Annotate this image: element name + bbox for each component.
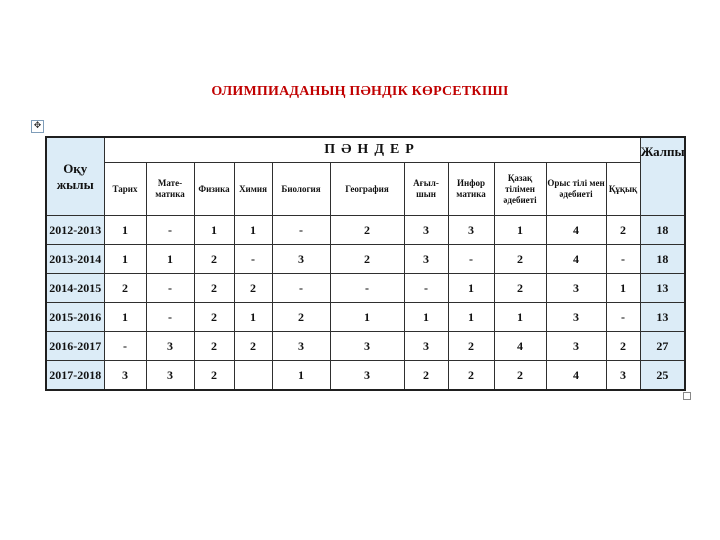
subject-header: Ағыл-шын	[404, 163, 448, 216]
value-cell: 3	[546, 274, 606, 303]
value-cell: 2	[494, 245, 546, 274]
value-cell: 2	[272, 303, 330, 332]
value-cell: 1	[494, 303, 546, 332]
value-cell: 3	[448, 216, 494, 245]
olympiad-table	[45, 136, 686, 391]
value-cell: 3	[146, 361, 194, 391]
total-cell: 18	[640, 245, 685, 274]
value-cell: -	[234, 245, 272, 274]
subject-header: Инфор матика	[448, 163, 494, 216]
value-cell: 1	[234, 216, 272, 245]
value-cell: 2	[606, 216, 640, 245]
subject-header: География	[330, 163, 404, 216]
subject-header: Биология	[272, 163, 330, 216]
year-cell: 2016-2017	[46, 332, 104, 361]
value-cell: 4	[546, 216, 606, 245]
subjects-group-header: ПӘНДЕР	[104, 137, 640, 163]
value-cell: 2	[404, 361, 448, 391]
value-cell: 2	[494, 361, 546, 391]
value-cell: -	[606, 303, 640, 332]
year-cell: 2013-2014	[46, 245, 104, 274]
value-cell: 1	[448, 303, 494, 332]
table-row	[46, 332, 685, 361]
value-cell: 2	[330, 245, 404, 274]
subject-header: Химия	[234, 163, 272, 216]
value-cell	[234, 361, 272, 391]
value-cell: 3	[330, 361, 404, 391]
value-cell: 3	[272, 332, 330, 361]
page-title: ОЛИМПИАДАНЫҢ ПӘНДІК КӨРСЕТКІШІ	[211, 84, 509, 99]
value-cell: -	[606, 245, 640, 274]
total-cell: 27	[640, 332, 685, 361]
value-cell: 4	[546, 245, 606, 274]
value-cell: 1	[194, 216, 234, 245]
value-cell: -	[146, 303, 194, 332]
value-cell: 3	[104, 361, 146, 391]
value-cell: 2	[448, 361, 494, 391]
table-row	[46, 361, 685, 391]
value-cell: 3	[546, 303, 606, 332]
value-cell: 2	[234, 274, 272, 303]
value-cell: 2	[448, 332, 494, 361]
value-cell: 1	[494, 216, 546, 245]
total-column-header: Жалпы	[640, 137, 685, 216]
value-cell: 1	[146, 245, 194, 274]
table-row	[46, 216, 685, 245]
value-cell: 1	[104, 303, 146, 332]
value-cell: 2	[194, 332, 234, 361]
total-cell: 13	[640, 303, 685, 332]
value-cell: 1	[104, 216, 146, 245]
header-row-1	[46, 137, 685, 163]
value-cell: 2	[330, 216, 404, 245]
year-cell: 2012-2013	[46, 216, 104, 245]
subject-header: Қазақ тілімен әдебиеті	[494, 163, 546, 216]
total-cell: 25	[640, 361, 685, 391]
year-cell: 2017-2018	[46, 361, 104, 391]
value-cell: 3	[146, 332, 194, 361]
subject-header: Физика	[194, 163, 234, 216]
value-cell: 2	[494, 274, 546, 303]
table-resize-icon[interactable]	[683, 392, 691, 400]
value-cell: 1	[234, 303, 272, 332]
value-cell: -	[272, 216, 330, 245]
value-cell: 1	[104, 245, 146, 274]
value-cell: 2	[606, 332, 640, 361]
value-cell: 1	[606, 274, 640, 303]
value-cell: 3	[272, 245, 330, 274]
value-cell: 2	[194, 274, 234, 303]
value-cell: -	[104, 332, 146, 361]
table-row	[46, 245, 685, 274]
subject-header: Құқық	[606, 163, 640, 216]
value-cell: 4	[494, 332, 546, 361]
table-move-icon[interactable]: ✥	[31, 120, 44, 133]
value-cell: 2	[234, 332, 272, 361]
value-cell: 1	[272, 361, 330, 391]
subject-header: Орыс тілі мен әдебиеті	[546, 163, 606, 216]
value-cell: 1	[448, 274, 494, 303]
value-cell: 2	[194, 303, 234, 332]
value-cell: -	[272, 274, 330, 303]
value-cell: -	[404, 274, 448, 303]
value-cell: 3	[404, 332, 448, 361]
table-row	[46, 303, 685, 332]
value-cell: 4	[546, 361, 606, 391]
value-cell: -	[330, 274, 404, 303]
header-row-2	[46, 163, 685, 216]
value-cell: 3	[606, 361, 640, 391]
year-cell: 2015-2016	[46, 303, 104, 332]
value-cell: 2	[104, 274, 146, 303]
value-cell: -	[146, 216, 194, 245]
subject-header: Мате-матика	[146, 163, 194, 216]
total-cell: 13	[640, 274, 685, 303]
subject-header: Тарих	[104, 163, 146, 216]
value-cell: 3	[404, 245, 448, 274]
value-cell: 1	[330, 303, 404, 332]
value-cell: 2	[194, 245, 234, 274]
value-cell: -	[146, 274, 194, 303]
year-cell: 2014-2015	[46, 274, 104, 303]
table-row	[46, 274, 685, 303]
value-cell: -	[448, 245, 494, 274]
value-cell: 3	[546, 332, 606, 361]
value-cell: 2	[194, 361, 234, 391]
value-cell: 3	[404, 216, 448, 245]
value-cell: 3	[330, 332, 404, 361]
year-column-header: Оқу жылы	[46, 137, 104, 216]
value-cell: 1	[404, 303, 448, 332]
total-cell: 18	[640, 216, 685, 245]
